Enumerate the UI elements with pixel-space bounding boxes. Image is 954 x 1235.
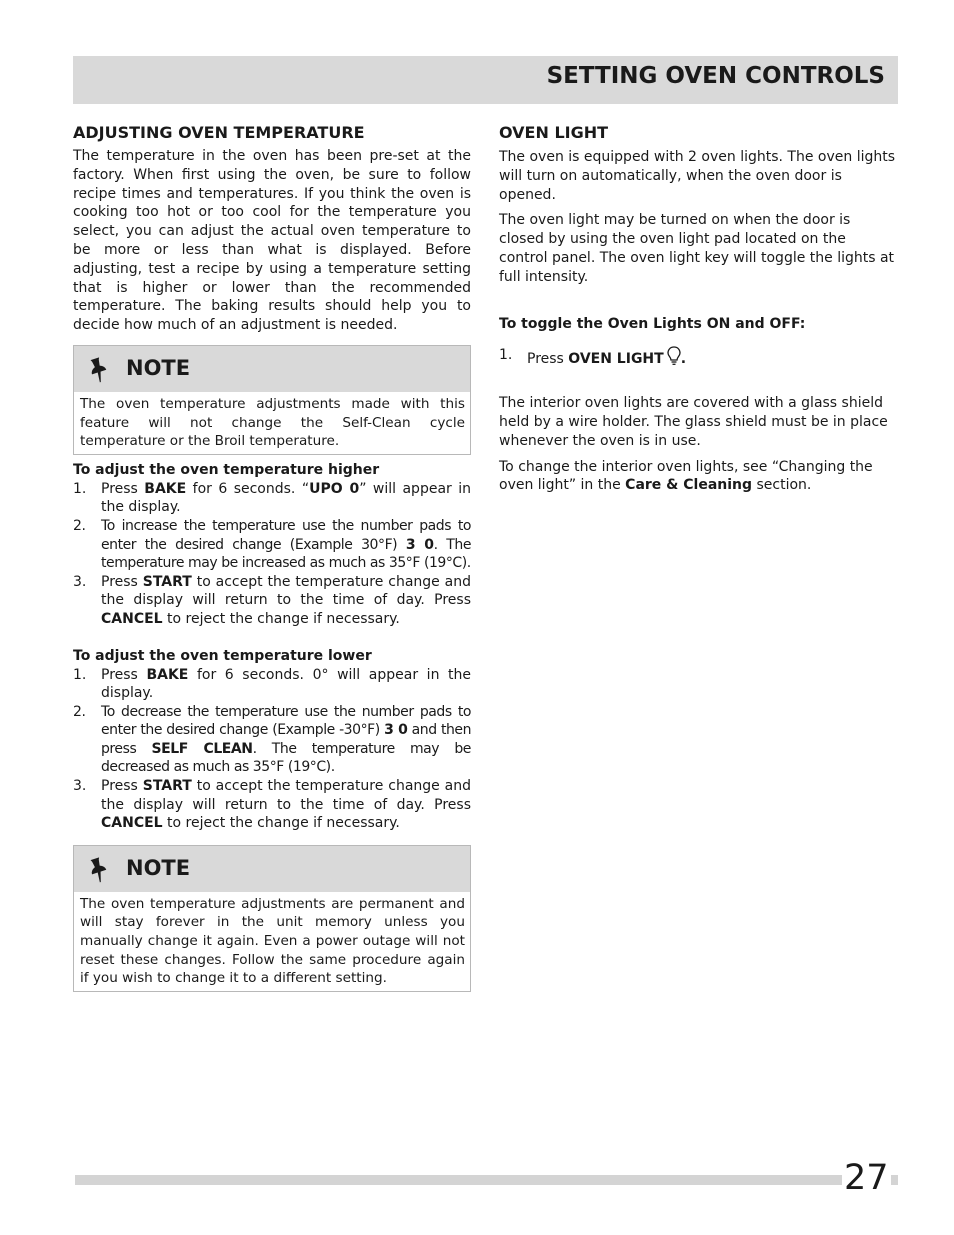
note-header-2 — [74, 846, 470, 892]
note-text-2: The oven temperature adjustments are permanent and will stay forever in the unit memory unless you manually change it again. Even a power outage will not reset these changes. Follow the same procedure again if you wish to change it to a different setting. — [80, 895, 465, 987]
note-text-1: The oven temperature adjustments made with this feature will not change the Self-Clean cycle temperature or the Broil temperature. — [80, 395, 465, 450]
left-column — [73, 123, 471, 992]
right-column — [499, 123, 898, 495]
note-label-1: NOTE — [126, 355, 191, 380]
toggle-step-1: 1. Press OVEN LIGHT . — [499, 346, 687, 367]
lower-steps — [73, 666, 471, 833]
higher-subheading: To adjust the oven temperature higher — [73, 461, 380, 478]
oven-light-p1: The oven is equipped with 2 oven lights. The oven lights will turn on automatically, when the oven door is opened. — [499, 149, 896, 203]
higher-step-1: 1. Press BAKE for 6 seconds. “UPO 0” will appear in the display. — [73, 480, 471, 516]
lower-step-3: 3. Press START to accept the temperature change and the display will return to the time of day. Press CANCEL to reject the change if necessary. — [73, 778, 471, 832]
footer-bar — [75, 1175, 898, 1185]
higher-step-3: 3. Press START to accept the temperature change and the display will return to the time of day. Press CANCEL to reject the change if necessary. — [73, 573, 471, 627]
header-bar — [73, 56, 898, 104]
toggle-subheading: To toggle the Oven Lights ON and OFF: — [499, 315, 806, 332]
adjusting-intro: The temperature in the oven has been pre-set at the factory. When first using the oven, be sure to follow recipe times and temperatures. If you think the oven is cooking too hot or too cool for the temperature you select, you can adjust the actual oven temperature to be more or less than what is displayed. Before adjusting, test a recipe by using a temperature setting that is higher or lower than the recommended temperature. The baking results should help you to decide how much of an adjustment is needed. — [73, 148, 471, 334]
adjusting-temperature-heading: ADJUSTING OVEN TEMPERATURE — [73, 123, 365, 142]
higher-step-2: 2. To increase the temperature use the number pads to enter the desired change (Example 30°F) 3 0. The temperature may be increased as much as 35°F (19°C). — [73, 517, 471, 572]
note-box-1 — [73, 345, 471, 455]
note-label-2: NOTE — [126, 855, 191, 880]
lower-subheading: To adjust the oven temperature lower — [73, 647, 372, 664]
lower-step-2: 2. To decrease the temperature use the number pads to enter the desired change (Example -30°F) 3 0 and then press SELF CLEAN. The temperature may be decreased as much as 35°F (19°C). — [73, 703, 471, 776]
page-title: SETTING OVEN CONTROLS — [546, 63, 885, 89]
lower-step-1: 1. Press BAKE for 6 seconds. 0° will appear in the display. — [73, 666, 472, 702]
pushpin-icon — [88, 857, 110, 883]
oven-light-p2: The oven light may be turned on when the door is closed by using the oven light pad located on the control panel. The oven light key will toggle the lights at full intensity. — [499, 212, 895, 285]
pushpin-icon — [88, 357, 110, 383]
oven-light-p3: The interior oven lights are covered with a glass shield held by a wire holder. The glass shield must be in place whenever the oven is in use. — [499, 395, 888, 449]
oven-light-heading: OVEN LIGHT — [499, 123, 609, 142]
page-number: 27 — [844, 1158, 889, 1198]
oven-light-p4: To change the interior oven lights, see “Changing the oven light” in the Care & Cleaning section. — [499, 458, 873, 494]
light-bulb-icon — [667, 346, 681, 366]
higher-steps — [73, 480, 471, 629]
toggle-steps — [499, 346, 898, 369]
note-header-1 — [74, 346, 470, 392]
note-box-2 — [73, 845, 471, 992]
